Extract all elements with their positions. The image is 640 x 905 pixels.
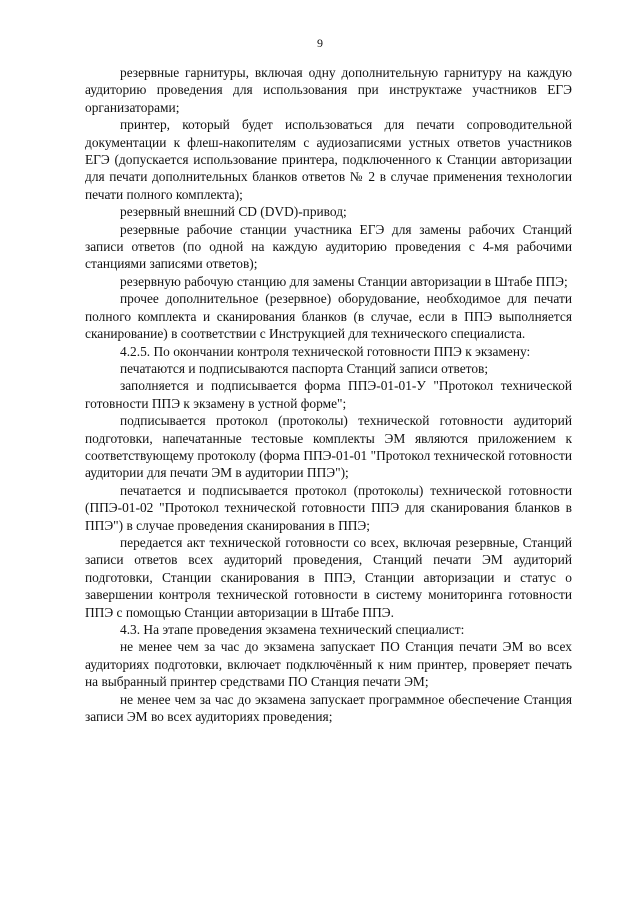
paragraph-section-4-3: 4.3. На этапе проведения экзамена технический специалист: (120, 622, 465, 637)
paragraph-printer: принтер, который будет использоваться для печати сопроводительной документации к флеш-накопителям с аудиозаписями устных ответов участников ЕГЭ (допускается использование принтера, подключенного к Станции авторизации для печати дополнительных бланков ответов № 2 в случае применения технологии печати полного комплекта); (85, 117, 572, 202)
paragraph-spare-headsets: резервные гарнитуры, включая одну дополнительную гарнитуру на каждую аудиторию проведения для использования при инструктаже участников ЕГЭ организаторами; (85, 65, 572, 115)
paragraph-passports: печатаются и подписываются паспорта Станций записи ответов; (120, 360, 489, 376)
paragraph-spare-auth-station: резервную рабочую станцию для замены Станции авторизации в Штабе ППЭ; (120, 273, 568, 289)
paragraph-record-station-launch: не менее чем за час до экзамена запускает программное обеспечение Станция записи ЭМ во всех аудиториях проведения; (85, 691, 572, 725)
paragraph-cd-drive: резервный внешний CD (DVD)-привод; (120, 204, 347, 220)
paragraph-protocol-prep-rooms: подписывается протокол (протоколы) технической готовности аудиторий подготовки, напечатанные тестовые комплекты ЭМ являются приложением к соответствующему протоколу (форма ППЭ-01-01 "Протокол технической готовности аудитории для печати ЭМ в аудитории ППЭ"); (85, 413, 572, 481)
paragraph-protocol-scanning: печатается и подписывается протокол (протоколы) технической готовности (ППЭ-01-02 "Протокол технической готовности ППЭ для сканирования бланков в ППЭ") в случае проведения сканирования в ППЭ; (85, 482, 572, 533)
document-body (85, 64, 572, 725)
paragraph-print-station-launch: не менее чем за час до экзамена запускает ПО Станция печати ЭМ во всех аудиториях подготовки, включает подключённый к ним принтер, проверяет печать на выбранный принтер средствами ПО Станция печати ЭМ; (85, 639, 572, 690)
paragraph-form-ppe-01-01-u: заполняется и подписывается форма ППЭ-01-01-У "Протокол технической готовности ППЭ к экзамену в устной форме"; (85, 378, 572, 411)
paragraph-readiness-act: передается акт технической готовности со всех, включая резервные, Станций записи ответов всех аудиторий проведения, Станций печати ЭМ аудиторий подготовки, Станции сканирования в ППЭ, Станции авторизации и статус о завершении контроля технической готовности в систему мониторинга готовности ППЭ с помощью Станции авторизации в Штабе ППЭ. (85, 534, 572, 620)
paragraph-section-4-2-5: 4.2.5. По окончании контроля технической готовности ППЭ к экзамену: (120, 343, 531, 359)
page-number: 9 (317, 36, 323, 50)
paragraph-other-equipment: прочее дополнительное (резервное) оборудование, необходимое для печати полного комплекта и сканирования бланков (в случае, если в ППЭ выполняется сканирование) в соответствии с Инструкцией для технического специалиста. (85, 291, 572, 342)
paragraph-spare-workstations: резервные рабочие станции участника ЕГЭ для замены рабочих Станций записи ответов (по одной на каждую аудиторию проведения с 4-мя рабочими станциями записями ответов); (85, 221, 572, 272)
